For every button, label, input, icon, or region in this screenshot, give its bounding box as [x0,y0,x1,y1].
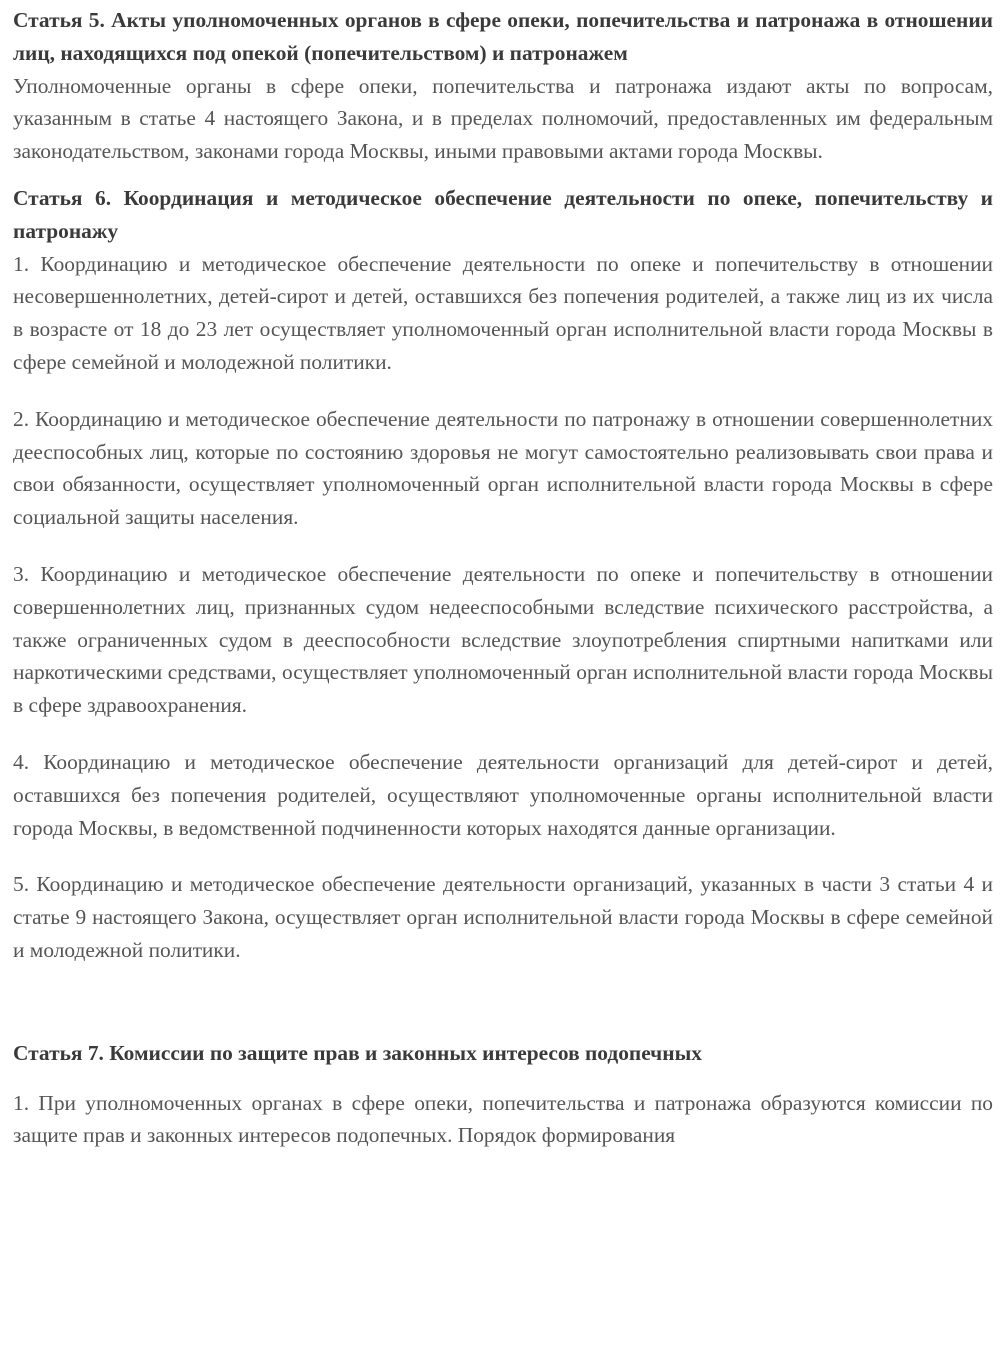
spacer [13,534,993,558]
article-6-paragraph-2: 2. Координацию и методическое обеспечение деятельности по патронажу в отношении совершеннолетних дееспособных лиц, которые по состоянию здоровья не могут самостоятельно реализовывать свои права и свои обязанности, осуществляет уполномоченный орган исполнительной власти города Москвы в сфере социальной защиты населения. [13,406,993,530]
spacer [13,844,993,868]
article-6-paragraph-3: 3. Координацию и методическое обеспечение деятельности по опеке и попечительству в отношении совершеннолетних лиц, признанных судом недееспособными вследствие психического расстройства, а также ограниченных судом в дееспособности вследствие злоупотребления спиртными напитками или наркотическими средствами, осуществляет уполномоченный орган исполнительной власти города Москвы в сфере здравоохранения. [13,561,993,718]
spacer [13,168,993,182]
article-6-paragraph-4: 4. Координацию и методическое обеспечение деятельности организаций для детей-сирот и детей, оставшихся без попечения родителей, осуществляют уполномоченные органы исполнительной власти города Москвы, в ведомственной подчиненности которых находятся данные организации. [13,749,993,840]
article-6-title: Статья 6. Координация и методическое обеспечение деятельности по опеке, попечительству и патронажу [13,185,993,243]
spacer [13,722,993,746]
article-6-paragraph-1: 1. Координацию и методическое обеспечение деятельности по опеке и попечительству в отношении несовершеннолетних, детей-сирот и детей, оставшихся без попечения родителей, а также лиц из их числа в возрасте от 18 до 23 лет осуществляет уполномоченный орган исполнительной власти города Москвы в сфере семейной и молодежной политики. [13,251,993,374]
document-page [13,4,993,1152]
spacer [13,1070,993,1087]
article-5-title: Статья 5. Акты уполномоченных органов в сфере опеки, попечительства и патронажа в отношении лиц, находящихся под опекой (попечительством) и патронажем [13,8,993,65]
spacer [13,967,993,1037]
article-5-text: Уполномоченные органы в сфере опеки, попечительства и патронажа издают акты по вопросам, указанным в статье 4 настоящего Закона, и в пределах полномочий, предоставленных им федеральным законодательством, законами города Москвы, иными правовыми актами города Москвы. [13,73,993,164]
article-6-paragraph-5: 5. Координацию и методическое обеспечение деятельности организаций, указанных в части 3 статьи 4 и статье 9 настоящего Закона, осуществляет орган исполнительной власти города Москвы в сфере семейной и молодежной политики. [13,872,993,962]
spacer [13,379,993,403]
article-7-title: Статья 7. Комиссии по защите прав и законных интересов подопечных [13,1040,702,1065]
article-7-paragraph-1: 1. При уполномоченных органах в сфере опеки, попечительства и патронажа образуются комиссии по защите прав и законных интересов подопечных. Порядок формирования [13,1090,993,1148]
